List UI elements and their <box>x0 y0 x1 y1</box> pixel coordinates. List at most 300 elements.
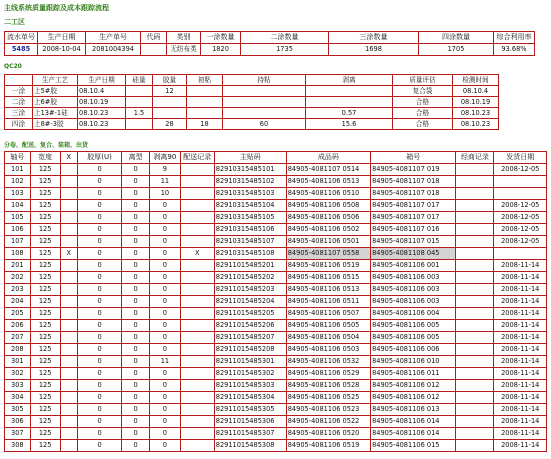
shipping-cell: 125 <box>30 404 60 416</box>
shipping-cell: 206 <box>5 320 31 332</box>
shipping-cell: 0 <box>122 440 150 452</box>
shipping-header-cell: 胶厚(U) <box>77 152 121 164</box>
shipping-cell <box>456 404 494 416</box>
shipping-cell: 0 <box>77 164 121 176</box>
shipping-cell: 2008-11-14 <box>494 392 547 404</box>
qc-cell: 四涂 <box>5 119 33 130</box>
shipping-cell: 82911015485205 <box>214 308 286 320</box>
qc-header-cell: 生产工艺 <box>33 75 78 86</box>
qc-header-cell: 检测时间 <box>453 75 499 86</box>
shipping-cell: 2008-11-14 <box>494 356 547 368</box>
shipping-cell: 102 <box>5 176 31 188</box>
shipping-cell <box>180 404 214 416</box>
shipping-cell: 125 <box>30 332 60 344</box>
shipping-cell <box>456 380 494 392</box>
shipping-cell: 0 <box>149 332 180 344</box>
qc-header-cell: 初粘 <box>187 75 223 86</box>
qc-cell <box>306 86 393 97</box>
shipping-cell: 82911015485305 <box>214 404 286 416</box>
qc-cell: 08.10.23 <box>78 119 126 130</box>
qc-cell: 08.10.23 <box>78 108 126 119</box>
shipping-cell: 2008-11-14 <box>494 284 547 296</box>
qc-cell <box>187 97 223 108</box>
shipping-cell <box>60 440 77 452</box>
shipping-cell: 2008-11-14 <box>494 260 547 272</box>
shipping-cell: 308 <box>5 440 31 452</box>
shipping-cell <box>456 200 494 212</box>
qc-cell: 08.10.19 <box>453 97 499 108</box>
shipping-cell: 84905-4081106 012 <box>371 392 456 404</box>
shipping-cell: 82910315485103 <box>214 188 286 200</box>
shipping-cell: 82910315485101 <box>214 164 286 176</box>
production-cell: 2008-10-04 <box>38 44 86 56</box>
qc-cell: 一涂 <box>5 86 33 97</box>
shipping-cell: 306 <box>5 416 31 428</box>
shipping-cell <box>180 440 214 452</box>
shipping-cell <box>60 416 77 428</box>
shipping-cell: 0 <box>77 332 121 344</box>
qc-cell: 二涂 <box>5 97 33 108</box>
shipping-cell: 125 <box>30 260 60 272</box>
shipping-cell: 84905-4081107 015 <box>371 236 456 248</box>
shipping-cell: 2008-12-05 <box>494 236 547 248</box>
shipping-cell: 125 <box>30 176 60 188</box>
shipping-cell: 0 <box>149 404 180 416</box>
qc-row <box>5 86 499 97</box>
shipping-cell: 0 <box>149 392 180 404</box>
shipping-cell: 0 <box>77 392 121 404</box>
shipping-cell: 0 <box>77 260 121 272</box>
shipping-row <box>5 344 547 356</box>
shipping-cell <box>456 188 494 200</box>
shipping-cell: 301 <box>5 356 31 368</box>
shipping-cell: 125 <box>30 368 60 380</box>
shipping-cell <box>60 368 77 380</box>
qc-cell <box>187 108 223 119</box>
qc-table <box>4 74 499 130</box>
shipping-cell: 302 <box>5 368 31 380</box>
shipping-cell <box>456 236 494 248</box>
shipping-cell: 307 <box>5 428 31 440</box>
shipping-cell <box>60 320 77 332</box>
section-ship-label: 分卷、配送、复合、装箱、出货 <box>4 142 89 149</box>
shipping-cell <box>60 164 77 176</box>
shipping-row <box>5 224 547 236</box>
shipping-cell <box>60 224 77 236</box>
shipping-cell: 84905-4081106 0523 <box>286 404 370 416</box>
shipping-cell: 0 <box>149 428 180 440</box>
shipping-cell: 84905-4081106 0513 <box>286 284 370 296</box>
shipping-cell <box>180 200 214 212</box>
shipping-cell: 0 <box>122 212 150 224</box>
shipping-cell: 0 <box>149 200 180 212</box>
shipping-row <box>5 416 547 428</box>
shipping-cell: 84905-4081106 0506 <box>286 212 370 224</box>
shipping-cell: 0 <box>77 368 121 380</box>
shipping-cell <box>60 260 77 272</box>
shipping-cell: 0 <box>122 236 150 248</box>
shipping-cell: 84905-4081107 0558 <box>286 248 370 260</box>
production-cell: 1698 <box>329 44 419 56</box>
qc-cell: 28 <box>153 119 187 130</box>
shipping-cell: 2008-12-05 <box>494 164 547 176</box>
production-cell: 93.68% <box>494 44 535 56</box>
shipping-cell <box>60 296 77 308</box>
shipping-cell <box>456 392 494 404</box>
qc-cell <box>306 97 393 108</box>
shipping-cell <box>494 248 547 260</box>
qc-header-cell: 持粘 <box>223 75 306 86</box>
shipping-cell: 0 <box>77 380 121 392</box>
shipping-cell: 84905-4081106 0501 <box>286 236 370 248</box>
shipping-cell: 0 <box>77 236 121 248</box>
shipping-cell: 0 <box>77 248 121 260</box>
shipping-row <box>5 428 547 440</box>
shipping-cell: 2008-11-14 <box>494 404 547 416</box>
shipping-cell: 125 <box>30 380 60 392</box>
shipping-row <box>5 368 547 380</box>
shipping-cell: 82911015485301 <box>214 356 286 368</box>
shipping-cell: 107 <box>5 236 31 248</box>
shipping-cell <box>456 440 494 452</box>
shipping-cell: 106 <box>5 224 31 236</box>
shipping-cell <box>60 188 77 200</box>
shipping-cell <box>180 416 214 428</box>
qc-header-cell: 胶量 <box>153 75 187 86</box>
shipping-cell <box>456 176 494 188</box>
shipping-cell: 2008-11-14 <box>494 440 547 452</box>
shipping-cell: 208 <box>5 344 31 356</box>
shipping-cell: 0 <box>77 224 121 236</box>
shipping-cell: 0 <box>122 188 150 200</box>
production-header-cell: 类别 <box>167 32 201 44</box>
shipping-cell: 84905-4081108 045 <box>371 248 456 260</box>
shipping-row <box>5 380 547 392</box>
shipping-header-cell: 离型 <box>122 152 150 164</box>
shipping-cell <box>456 272 494 284</box>
shipping-cell: 82911015485304 <box>214 392 286 404</box>
shipping-cell: 202 <box>5 272 31 284</box>
shipping-cell <box>60 236 77 248</box>
shipping-cell: X <box>60 248 77 260</box>
qc-cell <box>223 97 306 108</box>
production-header-cell: 二涂数量 <box>241 32 329 44</box>
qc-cell: 上5#胶 <box>33 86 78 97</box>
shipping-cell <box>180 164 214 176</box>
shipping-cell: 0 <box>149 296 180 308</box>
shipping-cell: 82911015485202 <box>214 272 286 284</box>
shipping-cell <box>180 224 214 236</box>
qc-cell: 08.10.23 <box>453 119 499 130</box>
qc-cell: 上13#-1硅 <box>33 108 78 119</box>
shipping-cell: 104 <box>5 200 31 212</box>
shipping-row <box>5 392 547 404</box>
shipping-cell: 0 <box>77 320 121 332</box>
shipping-header-cell: 剥离90 <box>149 152 180 164</box>
shipping-cell <box>456 284 494 296</box>
shipping-header-cell: 主贴码 <box>214 152 286 164</box>
qc-cell <box>126 86 153 97</box>
shipping-cell: 84905-4081106 010 <box>371 356 456 368</box>
shipping-table-body <box>5 152 547 452</box>
shipping-cell: 125 <box>30 416 60 428</box>
shipping-cell: 84905-4081106 015 <box>371 440 456 452</box>
shipping-cell: 0 <box>122 296 150 308</box>
shipping-cell: 84905-4081106 004 <box>371 308 456 320</box>
shipping-cell: 84905-4081106 013 <box>371 404 456 416</box>
qc-header-cell: 硅量 <box>126 75 153 86</box>
shipping-cell: 303 <box>5 380 31 392</box>
shipping-cell <box>60 200 77 212</box>
shipping-row <box>5 284 547 296</box>
shipping-cell <box>456 224 494 236</box>
shipping-cell: 84905-4081106 0504 <box>286 332 370 344</box>
shipping-cell: 84905-4081107 019 <box>371 164 456 176</box>
shipping-cell: 0 <box>122 380 150 392</box>
shipping-cell: 203 <box>5 284 31 296</box>
shipping-cell <box>456 344 494 356</box>
shipping-cell: 0 <box>122 260 150 272</box>
shipping-row <box>5 356 547 368</box>
qc-table-body <box>5 75 499 130</box>
qc-row <box>5 97 499 108</box>
production-header-cell: 生产单号 <box>86 32 141 44</box>
qc-header-cell: 质量评估 <box>393 75 453 86</box>
shipping-cell: 0 <box>77 176 121 188</box>
shipping-cell: 207 <box>5 332 31 344</box>
shipping-cell <box>180 320 214 332</box>
shipping-cell: 82911015485206 <box>214 320 286 332</box>
production-cell: 1705 <box>419 44 494 56</box>
production-row <box>5 44 535 56</box>
shipping-cell <box>180 428 214 440</box>
shipping-row <box>5 308 547 320</box>
shipping-cell: 84905-4081106 0519 <box>286 440 370 452</box>
qc-cell: 18 <box>187 119 223 130</box>
qc-cell: 上6#胶 <box>33 97 78 108</box>
shipping-cell: 0 <box>122 272 150 284</box>
shipping-cell <box>456 260 494 272</box>
shipping-row <box>5 188 547 200</box>
shipping-cell: 2008-11-14 <box>494 428 547 440</box>
shipping-cell <box>180 332 214 344</box>
shipping-cell: 84905-4081106 014 <box>371 428 456 440</box>
shipping-cell <box>456 308 494 320</box>
shipping-cell: 2008-11-14 <box>494 380 547 392</box>
qc-header-cell <box>5 75 33 86</box>
shipping-header-cell: 轴号 <box>5 152 31 164</box>
qc-cell: 合格 <box>393 119 453 130</box>
shipping-cell <box>60 308 77 320</box>
shipping-cell: 84905-4081106 0520 <box>286 428 370 440</box>
shipping-cell: 82911015485204 <box>214 296 286 308</box>
shipping-cell: 0 <box>122 164 150 176</box>
shipping-cell: 0 <box>122 344 150 356</box>
shipping-cell: 84905-4081106 0508 <box>286 200 370 212</box>
qc-cell: 08.10.4 <box>453 86 499 97</box>
shipping-cell: 82911015485203 <box>214 284 286 296</box>
shipping-cell <box>456 212 494 224</box>
shipping-cell: 82910315485102 <box>214 176 286 188</box>
shipping-cell <box>180 368 214 380</box>
shipping-cell <box>180 392 214 404</box>
section-area-label: 二工区 <box>4 18 25 26</box>
shipping-cell: 101 <box>5 164 31 176</box>
qc-cell <box>126 97 153 108</box>
shipping-cell: 0 <box>122 332 150 344</box>
shipping-cell: 125 <box>30 320 60 332</box>
production-table-body <box>5 32 535 56</box>
shipping-cell: 125 <box>30 428 60 440</box>
shipping-cell: 2008-11-14 <box>494 296 547 308</box>
qc-cell: 08.10.23 <box>453 108 499 119</box>
shipping-cell <box>180 188 214 200</box>
shipping-cell: 0 <box>77 356 121 368</box>
production-cell: 5485 <box>5 44 38 56</box>
shipping-cell <box>60 272 77 284</box>
qc-cell: 1.5 <box>126 108 153 119</box>
shipping-cell <box>180 236 214 248</box>
shipping-cell: 125 <box>30 236 60 248</box>
shipping-cell: 0 <box>149 224 180 236</box>
shipping-cell: 82910315485104 <box>214 200 286 212</box>
qc-cell <box>187 86 223 97</box>
shipping-cell <box>180 344 214 356</box>
shipping-cell: 2008-12-05 <box>494 224 547 236</box>
shipping-header-cell: 箱号 <box>371 152 456 164</box>
shipping-cell: 84905-4081106 0511 <box>286 296 370 308</box>
qc-header-cell: 剥离 <box>306 75 393 86</box>
shipping-cell: 0 <box>77 212 121 224</box>
shipping-cell: 108 <box>5 248 31 260</box>
qc-header-cell: 生产日期 <box>78 75 126 86</box>
shipping-cell <box>180 296 214 308</box>
shipping-header-cell: 配送记录 <box>180 152 214 164</box>
shipping-cell: 84905-4081107 017 <box>371 212 456 224</box>
shipping-cell: 305 <box>5 404 31 416</box>
shipping-cell: 0 <box>149 440 180 452</box>
qc-cell: 60 <box>223 119 306 130</box>
shipping-cell <box>180 380 214 392</box>
shipping-cell: 0 <box>122 368 150 380</box>
shipping-cell <box>180 212 214 224</box>
shipping-cell: 84905-4081106 003 <box>371 296 456 308</box>
shipping-cell: 0 <box>122 284 150 296</box>
shipping-cell: 82911015485302 <box>214 368 286 380</box>
shipping-cell <box>180 176 214 188</box>
shipping-cell: 0 <box>149 368 180 380</box>
qc-row <box>5 108 499 119</box>
shipping-cell: 0 <box>149 344 180 356</box>
shipping-cell: 84905-4081107 017 <box>371 200 456 212</box>
shipping-cell: 2008-11-14 <box>494 368 547 380</box>
shipping-cell: 84905-4081106 003 <box>371 284 456 296</box>
shipping-cell: 84905-4081106 0529 <box>286 368 370 380</box>
shipping-cell: 0 <box>149 308 180 320</box>
qc-header-row <box>5 75 499 86</box>
shipping-cell: 82911015485201 <box>214 260 286 272</box>
shipping-cell: 204 <box>5 296 31 308</box>
shipping-header-cell: 成品码 <box>286 152 370 164</box>
shipping-cell: 84905-4081107 016 <box>371 224 456 236</box>
shipping-row <box>5 236 547 248</box>
production-header-cell: 三涂数量 <box>329 32 419 44</box>
shipping-cell: 2008-11-14 <box>494 416 547 428</box>
shipping-cell: 2008-12-05 <box>494 212 547 224</box>
shipping-cell: 0 <box>122 428 150 440</box>
production-header-cell: 生产日期 <box>38 32 86 44</box>
shipping-cell: 125 <box>30 200 60 212</box>
shipping-row <box>5 248 547 260</box>
shipping-cell: 0 <box>122 404 150 416</box>
shipping-cell <box>180 272 214 284</box>
shipping-cell <box>456 428 494 440</box>
shipping-cell <box>180 308 214 320</box>
shipping-cell: 0 <box>122 392 150 404</box>
shipping-row <box>5 320 547 332</box>
shipping-cell: 0 <box>77 416 121 428</box>
shipping-cell: 10 <box>149 188 180 200</box>
shipping-cell <box>494 176 547 188</box>
shipping-cell <box>456 368 494 380</box>
shipping-cell <box>456 332 494 344</box>
shipping-cell: 84905-4081106 0503 <box>286 344 370 356</box>
shipping-cell: 125 <box>30 284 60 296</box>
shipping-cell: 0 <box>149 212 180 224</box>
shipping-cell: 84905-4081106 0505 <box>286 320 370 332</box>
shipping-cell: 2008-11-14 <box>494 332 547 344</box>
shipping-row <box>5 176 547 188</box>
qc-cell: 合格 <box>393 97 453 108</box>
shipping-cell <box>456 296 494 308</box>
shipping-cell: 84905-4081106 003 <box>371 272 456 284</box>
shipping-cell: 82910315485107 <box>214 236 286 248</box>
qc-cell: 复合袋 <box>393 86 453 97</box>
shipping-cell: 0 <box>122 356 150 368</box>
shipping-cell: 0 <box>149 236 180 248</box>
shipping-cell: 84905-4081106 0519 <box>286 260 370 272</box>
shipping-cell: 84905-4081106 0525 <box>286 392 370 404</box>
page-title: 主线系统质量跟踪及成本跟踪流程 <box>4 4 109 12</box>
shipping-cell: 84905-4081106 0515 <box>286 272 370 284</box>
production-cell: 1820 <box>201 44 241 56</box>
shipping-cell: 2008-12-05 <box>494 200 547 212</box>
qc-row <box>5 119 499 130</box>
shipping-cell: 84905-4081106 006 <box>371 344 456 356</box>
shipping-cell: 2008-11-14 <box>494 320 547 332</box>
shipping-cell: 84905-4081106 0513 <box>286 176 370 188</box>
shipping-cell <box>456 416 494 428</box>
shipping-cell <box>180 356 214 368</box>
shipping-cell: 84905-4081107 018 <box>371 188 456 200</box>
shipping-header-cell: X <box>60 152 77 164</box>
qc-cell: 合格 <box>393 108 453 119</box>
shipping-row <box>5 272 547 284</box>
shipping-cell: 0 <box>149 380 180 392</box>
shipping-cell: 125 <box>30 224 60 236</box>
shipping-cell: 82911015485208 <box>214 344 286 356</box>
shipping-cell <box>456 356 494 368</box>
production-table <box>4 31 535 56</box>
shipping-cell: 201 <box>5 260 31 272</box>
shipping-cell: 82911015485306 <box>214 416 286 428</box>
shipping-cell: 0 <box>77 284 121 296</box>
shipping-cell: 2008-11-14 <box>494 308 547 320</box>
production-cell: 1735 <box>241 44 329 56</box>
qc-cell: 15.6 <box>306 119 393 130</box>
shipping-cell: 84905-4081106 0510 <box>286 188 370 200</box>
shipping-row <box>5 200 547 212</box>
